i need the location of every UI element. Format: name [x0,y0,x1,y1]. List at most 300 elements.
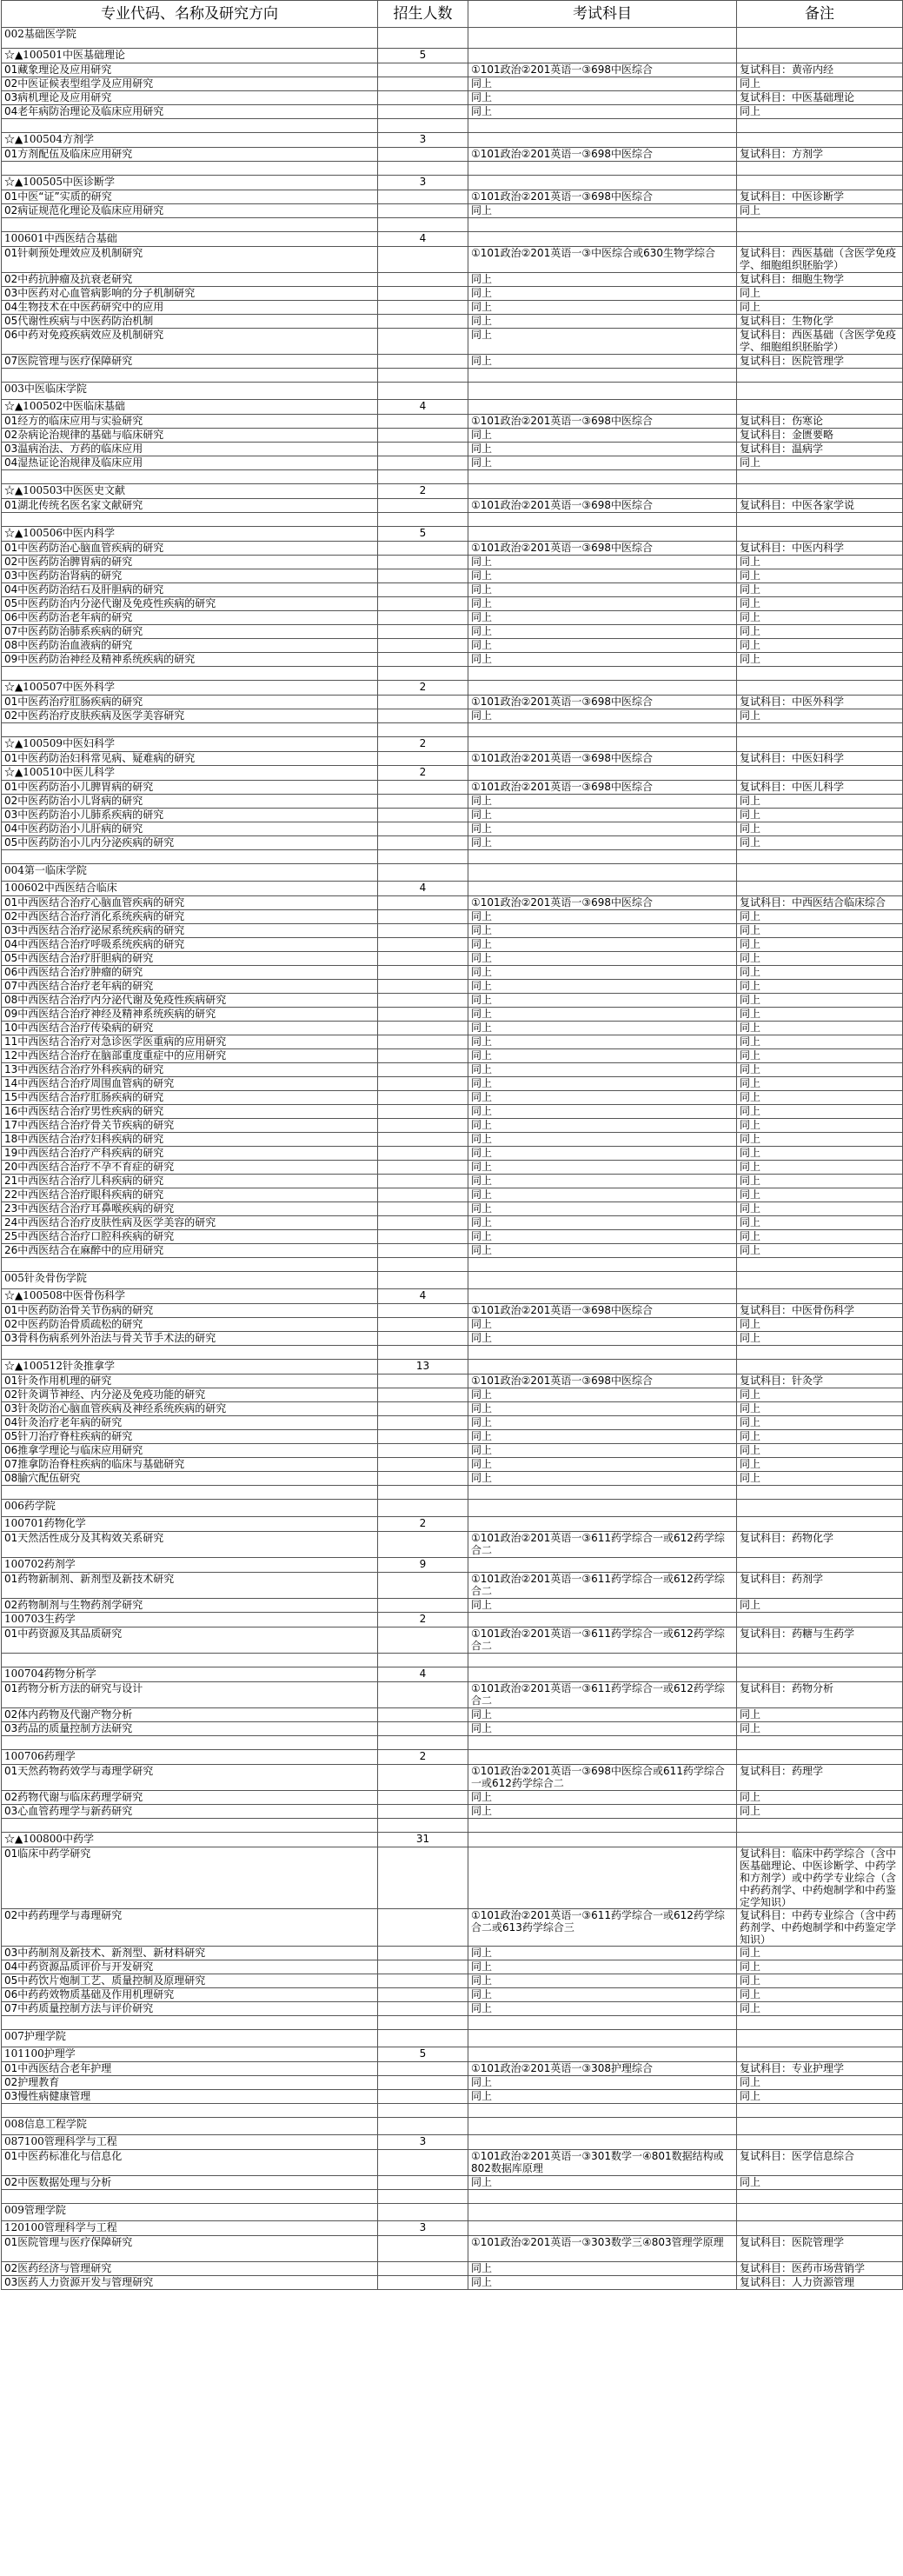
exam-subjects-cell: ①101政治②201英语一③698中医综合 [468,696,737,709]
major-cell: 004第一临床学院 [2,864,378,882]
remarks-cell [737,400,903,415]
remarks-cell [737,1258,903,1272]
remarks-cell: 同上 [737,966,903,980]
remarks-cell: 同上 [737,1974,903,1988]
major-cell: 07中西医结合治疗老年病的研究 [2,980,378,994]
quota-cell [378,429,468,443]
quota-cell: 13 [378,1360,468,1375]
major-cell: ☆▲100508中医骨伤科学 [2,1289,378,1304]
exam-subjects-cell [468,400,737,415]
remarks-cell: 同上 [737,1960,903,1974]
col-header-quota: 招生人数 [378,1,468,28]
exam-subjects-cell: 同上 [468,1091,737,1105]
exam-subjects-cell [468,737,737,752]
quota-cell: 3 [378,176,468,190]
blank-row [2,162,903,176]
major-cell: 100703生药学 [2,1613,378,1627]
remarks-cell: 同上 [737,583,903,597]
major-cell: 01中医药防治小儿脾胃病的研究 [2,781,378,795]
major-row [2,1750,903,1765]
remarks-cell [737,527,903,542]
remarks-cell [737,2030,903,2047]
exam-subjects-cell [468,1613,737,1627]
direction-row [2,1063,903,1077]
remarks-cell [737,176,903,190]
major-cell: 02中药抗肿瘤及抗衰老研究 [2,273,378,287]
blank-row [2,1486,903,1500]
major-cell: 06中药药效物质基础及作用机理研究 [2,1988,378,2002]
direction-row [2,1375,903,1388]
quota-cell [378,1532,468,1558]
remarks-cell: 复试科目：药理学 [737,1765,903,1791]
quota-cell [378,273,468,287]
remarks-cell [737,1500,903,1517]
quota-cell [378,1022,468,1035]
major-cell: 24中西医结合治疗皮肤性病及医学美容的研究 [2,1216,378,1230]
direction-row [2,1035,903,1049]
exam-subjects-cell: 同上 [468,639,737,653]
direction-row [2,1147,903,1161]
exam-subjects-cell: 同上 [468,1599,737,1613]
major-row [2,1613,903,1627]
remarks-cell: 复试科目：中西医结合临床综合 [737,896,903,910]
quota-cell [378,443,468,456]
quota-cell [378,994,468,1008]
remarks-cell: 同上 [737,287,903,301]
quota-cell [378,2262,468,2276]
quota-cell [378,1486,468,1500]
major-cell: 15中西医结合治疗肛肠疾病的研究 [2,1091,378,1105]
major-cell: 03针灸防治心脑血管疾病及神经系统疾病的研究 [2,1402,378,1416]
exam-subjects-cell: 同上 [468,1988,737,2002]
major-cell: 100601中西医结合基础 [2,232,378,247]
exam-subjects-cell: ①101政治②201英语一③698中医综合 [468,1375,737,1388]
direction-row [2,1988,903,2002]
remarks-cell: 同上 [737,1008,903,1022]
direction-row [2,1599,903,1613]
major-cell: 02中医药治疗皮肤疾病及医学美容研究 [2,709,378,723]
major-cell [2,1258,378,1272]
quota-cell [378,1500,468,1517]
direction-row [2,1402,903,1416]
remarks-cell: 复试科目：临床中药学综合（含中医基础理论、中医诊断学、中药学和方剂学）或中药学专业综合（含中药药剂学、中药炮制学和中药鉴定学知识） [737,1847,903,1909]
exam-subjects-cell: 同上 [468,569,737,583]
direction-row [2,611,903,625]
major-row [2,484,903,499]
exam-subjects-cell: 同上 [468,2262,737,2276]
major-cell: ☆▲100510中医儿科学 [2,766,378,781]
major-cell: 09中医药防治神经及精神系统疾病的研究 [2,653,378,667]
exam-subjects-cell [468,162,737,176]
major-cell: 05中医药防治小儿内分泌疾病的研究 [2,836,378,850]
remarks-cell [737,49,903,63]
remarks-cell: 同上 [737,2002,903,2016]
direction-row [2,315,903,329]
direction-row [2,287,903,301]
major-row [2,2221,903,2236]
table-body [2,28,903,2290]
quota-cell [378,1175,468,1188]
direction-row [2,1388,903,1402]
quota-cell [378,329,468,355]
exam-subjects-cell: 同上 [468,1458,737,1472]
remarks-cell: 同上 [737,1175,903,1188]
exam-subjects-cell: ①101政治②201英语一③698中医综合 [468,752,737,766]
exam-subjects-cell [468,766,737,781]
direction-row [2,952,903,966]
major-row [2,133,903,148]
quota-cell [378,569,468,583]
exam-subjects-cell: 同上 [468,273,737,287]
exam-subjects-cell [468,1667,737,1682]
major-row [2,1517,903,1532]
remarks-cell: 复试科目：中医妇科学 [737,752,903,766]
remarks-cell: 同上 [737,1708,903,1722]
remarks-cell: 同上 [737,1063,903,1077]
direction-row [2,542,903,556]
major-cell: 04针灸治疗老年病的研究 [2,1416,378,1430]
direction-row [2,91,903,105]
quota-cell [378,1035,468,1049]
quota-cell [378,896,468,910]
quota-cell [378,1708,468,1722]
remarks-cell: 同上 [737,301,903,315]
quota-cell [378,91,468,105]
remarks-cell: 复试科目：药物分析 [737,1682,903,1708]
major-cell: 26中西医结合在麻醉中的应用研究 [2,1244,378,1258]
direction-row [2,2062,903,2076]
remarks-cell: 同上 [737,1022,903,1035]
quota-cell [378,864,468,882]
major-cell: 003中医临床学院 [2,383,378,400]
remarks-cell: 复试科目：中医内科学 [737,542,903,556]
major-cell: 04中医药防治小儿肝病的研究 [2,822,378,836]
quota-cell [378,369,468,383]
major-cell: 007护理学院 [2,2030,378,2047]
major-cell: 02中医证候表型组学及应用研究 [2,77,378,91]
quota-cell [378,1599,468,1613]
quota-cell [378,1819,468,1833]
major-cell: 02药物制剂与生物药剂学研究 [2,1599,378,1613]
major-row [2,2047,903,2062]
quota-cell [378,1119,468,1133]
exam-subjects-cell: 同上 [468,1805,737,1819]
exam-subjects-cell [468,218,737,232]
exam-subjects-cell: 同上 [468,597,737,611]
exam-subjects-cell [468,850,737,864]
direction-row [2,822,903,836]
major-cell [2,1654,378,1667]
direction-row [2,1216,903,1230]
remarks-cell [737,1289,903,1304]
remarks-cell: 同上 [737,924,903,938]
exam-subjects-cell: 同上 [468,924,737,938]
remarks-cell: 同上 [737,105,903,119]
direction-row [2,2262,903,2276]
direction-row [2,569,903,583]
remarks-cell [737,1486,903,1500]
major-cell: 01中医药治疗肛肠疾病的研究 [2,696,378,709]
major-cell [2,218,378,232]
exam-subjects-cell: 同上 [468,809,737,822]
direction-row [2,2090,903,2104]
remarks-cell: 同上 [737,653,903,667]
blank-row [2,369,903,383]
quota-cell [378,287,468,301]
quota-cell [378,218,468,232]
exam-subjects-cell: 同上 [468,2076,737,2090]
exam-subjects-cell: 同上 [468,1133,737,1147]
remarks-cell [737,133,903,148]
remarks-cell: 同上 [737,822,903,836]
exam-subjects-cell: 同上 [468,1230,737,1244]
direction-row [2,597,903,611]
direction-row [2,1573,903,1599]
remarks-cell [737,1613,903,1627]
major-cell: ☆▲100503中医医史文献 [2,484,378,499]
quota-cell [378,1573,468,1599]
quota-cell [378,1736,468,1750]
quota-cell [378,850,468,864]
remarks-cell: 复试科目：专业护理学 [737,2062,903,2076]
direction-row [2,1960,903,1974]
remarks-cell: 同上 [737,1444,903,1458]
quota-cell [378,583,468,597]
major-cell: 01天然活性成分及其构效关系研究 [2,1532,378,1558]
exam-subjects-cell: 同上 [468,1974,737,1988]
direction-row [2,1532,903,1558]
direction-row [2,105,903,119]
exam-subjects-cell: 同上 [468,77,737,91]
remarks-cell: 同上 [737,1332,903,1346]
exam-subjects-cell: ①101政治②201英语一③303数学三④803管理学原理 [468,2236,737,2262]
major-cell: 17中西医结合治疗骨关节疾病的研究 [2,1119,378,1133]
exam-subjects-cell [468,1289,737,1304]
major-row [2,527,903,542]
blank-row [2,218,903,232]
direction-row [2,1230,903,1244]
major-cell [2,1736,378,1750]
direction-row [2,1318,903,1332]
quota-cell [378,1909,468,1947]
exam-subjects-cell: 同上 [468,556,737,569]
major-cell: 07医院管理与医疗保障研究 [2,355,378,369]
remarks-cell: 同上 [737,795,903,809]
exam-subjects-cell: ①101政治②201英语一③698中医综合 [468,415,737,429]
remarks-cell [737,1346,903,1360]
exam-subjects-cell: 同上 [468,1202,737,1216]
exam-subjects-cell: 同上 [468,1332,737,1346]
direction-row [2,1119,903,1133]
quota-cell [378,1430,468,1444]
remarks-cell [737,850,903,864]
major-cell: 008信息工程学院 [2,2118,378,2135]
exam-subjects-cell: 同上 [468,1444,737,1458]
exam-subjects-cell: 同上 [468,583,737,597]
quota-cell [378,1318,468,1332]
major-cell: 01天然药物药效学与毒理学研究 [2,1765,378,1791]
remarks-cell: 同上 [737,809,903,822]
exam-subjects-cell [468,232,737,247]
quota-cell: 5 [378,49,468,63]
exam-subjects-cell: 同上 [468,1402,737,1416]
direction-row [2,1722,903,1736]
quota-cell [378,752,468,766]
major-cell: 20中西医结合治疗不孕不育症的研究 [2,1161,378,1175]
major-row [2,49,903,63]
major-cell: ☆▲100800中药学 [2,1833,378,1847]
direction-row [2,1105,903,1119]
major-cell: 06推拿学理论与临床应用研究 [2,1444,378,1458]
exam-subjects-cell: 同上 [468,966,737,980]
major-cell: 19中西医结合治疗产科疾病的研究 [2,1147,378,1161]
blank-row [2,119,903,133]
exam-subjects-cell [468,176,737,190]
major-cell: 006药学院 [2,1500,378,1517]
remarks-cell: 复试科目：细胞生物学 [737,273,903,287]
remarks-cell [737,1517,903,1532]
exam-subjects-cell: 同上 [468,1791,737,1805]
quota-cell: 2 [378,1750,468,1765]
exam-subjects-cell: 同上 [468,1388,737,1402]
direction-row [2,1682,903,1708]
exam-subjects-cell: 同上 [468,1216,737,1230]
exam-subjects-cell: ①101政治②201英语一③698中医综合 [468,63,737,77]
remarks-cell: 同上 [737,2076,903,2090]
quota-cell [378,1947,468,1960]
remarks-cell: 同上 [737,1230,903,1244]
exam-subjects-cell: 同上 [468,611,737,625]
exam-subjects-cell: 同上 [468,836,737,850]
exam-subjects-cell: 同上 [468,1472,737,1486]
remarks-cell: 同上 [737,1147,903,1161]
major-cell: 01临床中药学研究 [2,1847,378,1909]
major-row [2,766,903,781]
blank-row [2,1346,903,1360]
major-cell: 03药品的质量控制方法研究 [2,1722,378,1736]
quota-cell: 2 [378,766,468,781]
major-cell: 05针刀治疗脊柱疾病的研究 [2,1430,378,1444]
major-cell: 11中西医结合治疗对急诊医学医重病的应用研究 [2,1035,378,1049]
exam-subjects-cell: ①101政治②201英语一③301数学一④801数据结构或802数据库原理 [468,2150,737,2176]
quota-cell [378,1458,468,1472]
exam-subjects-cell [468,2204,737,2221]
major-cell: 05代谢性疾病与中医药防治机制 [2,315,378,329]
quota-cell [378,1444,468,1458]
direction-row [2,1332,903,1346]
direction-row [2,980,903,994]
major-row [2,1360,903,1375]
exam-subjects-cell [468,513,737,527]
quota-cell [378,1105,468,1119]
quota-cell [378,119,468,133]
remarks-cell [737,2204,903,2221]
blank-row [2,1258,903,1272]
quota-cell [378,809,468,822]
quota-cell [378,910,468,924]
quota-cell [378,625,468,639]
exam-subjects-cell [468,882,737,896]
direction-row [2,836,903,850]
major-cell: 01中医药防治妇科常见病、疑难病的研究 [2,752,378,766]
remarks-cell [737,383,903,400]
quota-cell [378,653,468,667]
exam-subjects-cell [468,1654,737,1667]
direction-row [2,556,903,569]
direction-row [2,1244,903,1258]
quota-cell [378,2030,468,2047]
major-cell: 03温病治法、方药的临床应用 [2,443,378,456]
quota-cell [378,1722,468,1736]
major-cell: 03中西医结合治疗泌尿系统疾病的研究 [2,924,378,938]
exam-subjects-cell: 同上 [468,105,737,119]
direction-row [2,709,903,723]
direction-row [2,1765,903,1791]
quota-cell [378,1063,468,1077]
blank-row [2,850,903,864]
exam-subjects-cell: 同上 [468,1035,737,1049]
quota-cell [378,1161,468,1175]
remarks-cell [737,882,903,896]
quota-cell: 5 [378,527,468,542]
major-cell: 07中医药防治肺系疾病的研究 [2,625,378,639]
quota-cell: 3 [378,2135,468,2150]
quota-cell: 4 [378,1289,468,1304]
quota-cell: 4 [378,1667,468,1682]
exam-subjects-cell [468,49,737,63]
quota-cell: 2 [378,1517,468,1532]
blank-row [2,1654,903,1667]
quota-cell [378,190,468,204]
quota-cell [378,77,468,91]
major-cell: 21中西医结合治疗儿科疾病的研究 [2,1175,378,1188]
major-cell: 03慢性病健康管理 [2,2090,378,2104]
major-cell: 120100管理科学与工程 [2,2221,378,2236]
blank-row [2,723,903,737]
direction-row [2,2276,903,2290]
direction-row [2,1430,903,1444]
quota-cell [378,980,468,994]
major-cell: 03中药制剂及新技术、新剂型、新材料研究 [2,1947,378,1960]
major-cell: 02体内药物及代谢产物分析 [2,1708,378,1722]
major-cell: ☆▲100506中医内科学 [2,527,378,542]
exam-subjects-cell [468,2190,737,2204]
remarks-cell [737,667,903,681]
quota-cell [378,2190,468,2204]
major-cell [2,667,378,681]
exam-subjects-cell: 同上 [468,1077,737,1091]
remarks-cell: 同上 [737,1119,903,1133]
remarks-cell: 同上 [737,938,903,952]
quota-cell [378,1147,468,1161]
remarks-cell [737,1654,903,1667]
major-cell [2,119,378,133]
direction-row [2,2076,903,2090]
exam-subjects-cell [468,1258,737,1272]
remarks-cell: 同上 [737,1722,903,1736]
quota-cell [378,2062,468,2076]
remarks-cell [737,2047,903,2062]
major-row [2,882,903,896]
major-cell: 02针灸调节神经、内分泌及免疫功能的研究 [2,1388,378,1402]
exam-subjects-cell [468,1486,737,1500]
quota-cell [378,1244,468,1258]
remarks-cell: 同上 [737,1077,903,1091]
direction-row [2,994,903,1008]
exam-subjects-cell [468,28,737,49]
major-cell: 100602中西医结合临床 [2,882,378,896]
quota-cell [378,1805,468,1819]
